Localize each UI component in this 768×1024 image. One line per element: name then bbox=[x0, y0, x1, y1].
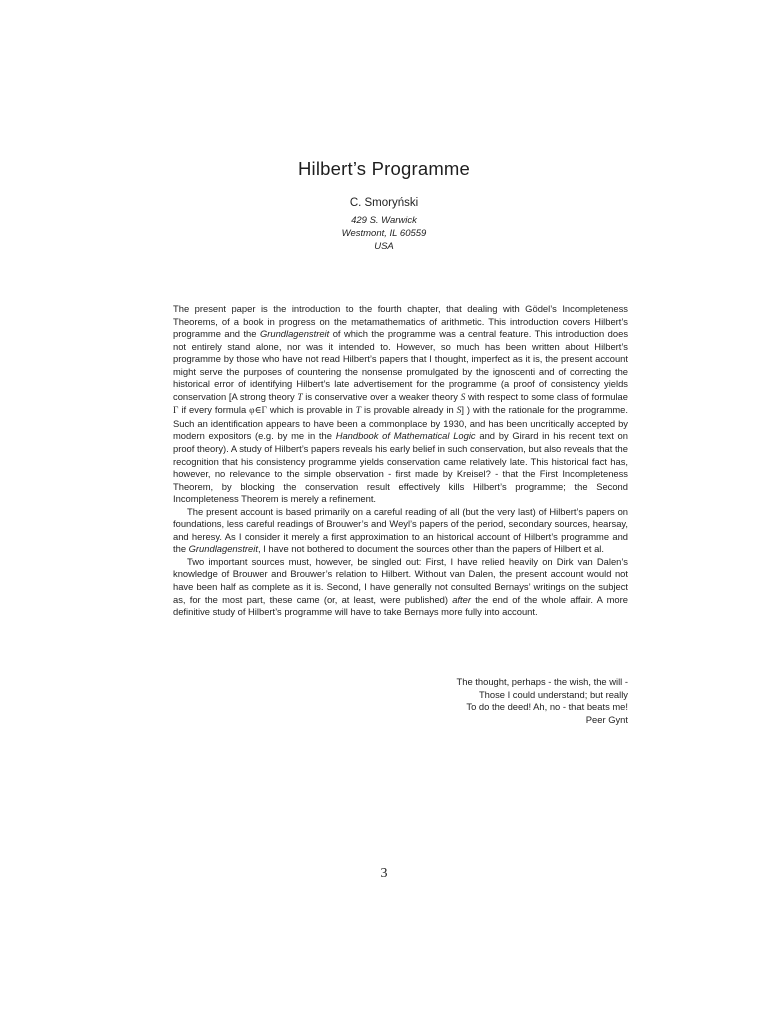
math-symbol: T bbox=[355, 406, 362, 417]
page-number: 3 bbox=[380, 866, 388, 881]
epigraph-attribution: Peer Gynt bbox=[585, 713, 628, 725]
text-run: , I have not bothered to document the sources other than the papers of Hilbert et al. bbox=[257, 543, 604, 555]
text-run: the end of the whole affair. A more definitive study of Hilbert’s programme will have to take Bernays more fully into account. bbox=[173, 593, 628, 618]
text-run: if every formula bbox=[178, 404, 250, 416]
epigraph-line: The thought, perhaps - the wish, the will - bbox=[456, 676, 628, 687]
text-run: Two important sources must, however, be singled out: First, I have relied heavily on Dirk van Dalen’s knowledge of Brouwer and Brouwer’s relation to Hilbert. Without van Dalen, the present account would not have been half as complete as it is. Second, I have generally not consulted Bernays’ writings on the subject as, for the most part, these came (or, at least, were published) bbox=[173, 555, 628, 605]
text-run: and by Girard in his recent text on proof theory). A study of Hilbert’s papers reveals his early belief in such conservation, but also reveals that the recognition that his consistency programme yields conservation came relatively late. This historical fact has, however, no relevance to the simple observation - first made by Kreisel? - that the First Incompleteness Theorem, by blocking the conservation result effectively kills Hilbert’s programme; the Second Incompleteness Theorem is merely a refinement. bbox=[173, 430, 628, 505]
text-run: with respect to some class of formulae bbox=[465, 390, 628, 402]
epigraph-line: Those I could understand; but really bbox=[478, 688, 628, 700]
paragraph-3 bbox=[173, 556, 628, 619]
text-run: is conservative over a weaker theory bbox=[302, 390, 461, 402]
paper-title: Hilbert’s Programme bbox=[297, 158, 471, 179]
italic-title: Handbook of Mathematical Logic bbox=[335, 430, 476, 442]
math-symbol: φ∈Γ bbox=[249, 406, 267, 417]
italic-word: after bbox=[452, 593, 471, 605]
introduction-text bbox=[173, 303, 628, 619]
author-address-line-3: USA bbox=[374, 241, 394, 252]
epigraph bbox=[457, 676, 628, 726]
paragraph-1 bbox=[173, 303, 628, 506]
epigraph-line: To do the deed! Ah, no - that beats me! bbox=[466, 701, 628, 713]
math-symbol: T bbox=[297, 392, 303, 403]
italic-term: Grundlagenstreit bbox=[259, 328, 330, 340]
text-run: The present account is based primarily on a careful reading of all (but the very last) of Hilbert’s papers on foundations, less careful readings of Brouwer’s and Weyl’s papers of the period, secondary sources, hearsay, and heresy. As I consider it merely a first approximation to an historical account of Hilbert’s programme and the bbox=[173, 505, 628, 555]
author-name: C. Smoryński bbox=[349, 197, 419, 209]
math-symbol: S bbox=[460, 392, 466, 403]
text-run: of which the programme was a central feature. This introduction does not entirely stand alone, nor was it intended to. However, so much has been written about Hilbert’s programme by those who have not read Hilbert’s papers that I thought, imperfect as it is, the present account might serve the purposes of countering the nonsense promulgated by the ignoscenti and of correcting the historical error of identifying Hilbert’s late advertisement for the programme (a proof of consistency yields conservation [A strong theory bbox=[173, 328, 629, 402]
author-address-line-1: 429 S. Warwick bbox=[351, 215, 417, 226]
italic-term: Grundlagenstreit bbox=[188, 543, 258, 555]
author-address-line-2: Westmont, IL 60559 bbox=[341, 228, 427, 239]
text-run: which is provable in bbox=[266, 404, 356, 416]
math-symbol: Γ bbox=[173, 406, 179, 417]
text-run: ] ) with the rationale for the programme. Such an identification appears to have been a commonplace by 1930, and has been uncritically accepted by modern expositors (e.g. by me in the bbox=[173, 404, 629, 442]
text-run: is provable already in bbox=[361, 404, 457, 416]
math-symbol: S bbox=[456, 406, 462, 417]
text-run: The present paper is the introduction to the fourth chapter, that dealing with Gödel’s Incompleteness Theorems, of a book in progress on the metamathematics of arithmetic. This introduction covers Hilbert’s programme and the bbox=[173, 303, 628, 340]
paragraph-2 bbox=[173, 506, 628, 556]
